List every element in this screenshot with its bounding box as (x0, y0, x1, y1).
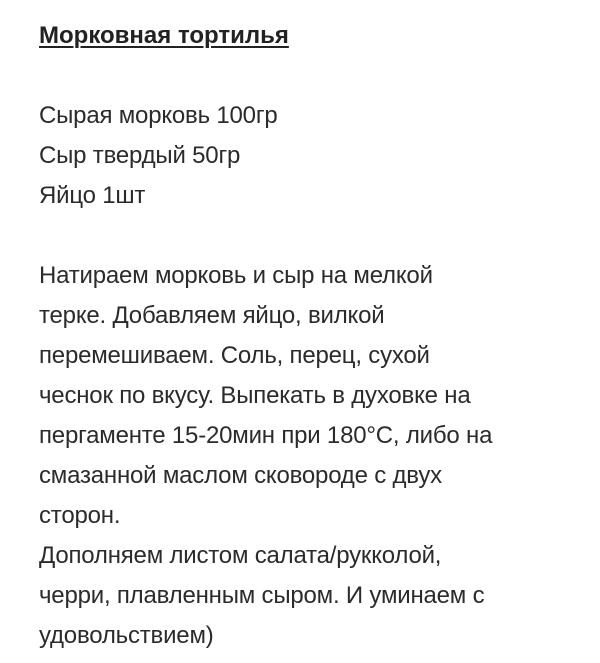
instruction-line: черри, плавленным сыром. И уминаем с (39, 582, 485, 609)
instruction-line: перемешиваем. Соль, перец, сухой (39, 342, 430, 369)
instruction-line: терке. Добавляем яйцо, вилкой (39, 302, 385, 329)
spacer (39, 54, 580, 96)
instruction-line: пергаменте 15-20мин при 180°С, либо на (39, 422, 493, 449)
ingredients-list (39, 96, 580, 216)
instruction-line: Дополняем листом салата/рукколой, (39, 542, 442, 569)
instruction-line: сторон. (39, 502, 121, 529)
spacer (39, 216, 580, 256)
instruction-line: Натираем морковь и сыр на мелкой (39, 262, 433, 289)
instructions (39, 256, 580, 656)
recipe-title: Морковная тортилья (39, 22, 289, 49)
instruction-line: чеснок по вкусу. Выпекать в духовке на (39, 382, 471, 409)
instruction-line: смазанной маслом сковороде с двух (39, 462, 442, 489)
instruction-line: удовольствием) (39, 622, 214, 649)
ingredient-item: Яйцо 1шт (39, 182, 146, 209)
ingredient-item: Сырая морковь 100гр (39, 102, 278, 129)
ingredient-item: Сыр твердый 50гр (39, 142, 241, 169)
